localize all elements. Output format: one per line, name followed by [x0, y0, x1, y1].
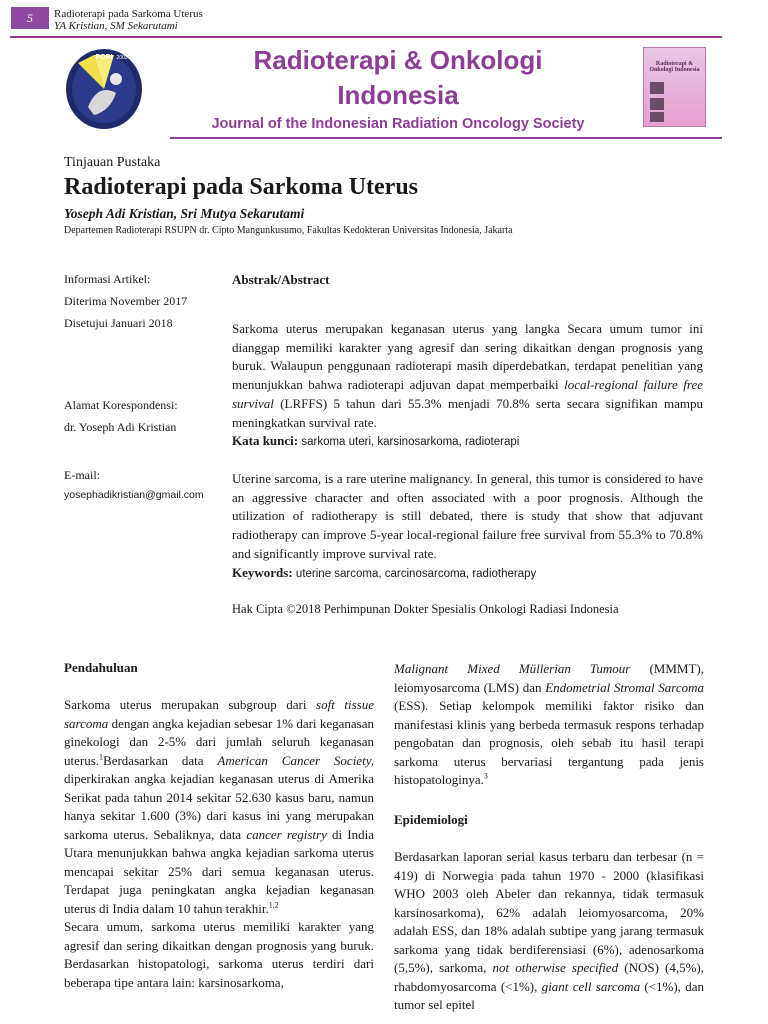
running-authors: YA Kristian, SM Sekarutami [54, 20, 178, 32]
italic-text: not otherwise specified [492, 960, 619, 975]
keywords-label: Keywords: [232, 565, 293, 580]
text: Berdasarkan data [103, 752, 218, 768]
abstract-indonesian [232, 320, 703, 432]
text: (NOS) (4,5%), rhabdomyosarcoma (<1%), [394, 960, 705, 994]
text: (<1%), dan tumor sel epitel [394, 978, 704, 1012]
keywords [232, 565, 536, 581]
kata-kunci-label: Kata kunci: [232, 433, 299, 448]
journal-title-line1: Radioterapi & Onkologi [253, 45, 543, 75]
italic-text: American Cancer Society, [217, 752, 374, 768]
citation: 1,2 [268, 900, 279, 910]
copyright-notice: Hak Cipta ©2018 Perhimpunan Dokter Spesialis Onkologi Radiasi Indonesia [232, 602, 619, 616]
logo-year: 2003 [116, 55, 128, 61]
header-rule [10, 36, 722, 38]
abstract-id-italic: local-regional failure free survival [232, 377, 703, 411]
text: Sarkoma uterus merupakan subgroup dari [64, 697, 317, 712]
body-left-column [64, 696, 374, 992]
italic-text: Endometrial Stromal Sarcoma [545, 679, 705, 695]
body-right-column [394, 660, 704, 790]
article-type: Tinjauan Pustaka [64, 155, 161, 170]
society-logo [64, 45, 144, 135]
italic-text: giant cell sarcoma [541, 978, 641, 994]
text: dengan angka kejadian sebesar 1% dari keganasan ginekologi dan 2-5% dari jumlah seluruh keganasan uterus. [64, 715, 374, 768]
journal-cover-thumbnail [643, 47, 706, 127]
email-label: E-mail: [64, 468, 100, 482]
article-title: Radioterapi pada Sarkoma Uterus [64, 174, 419, 200]
cover-image [650, 82, 664, 94]
section-heading-pendahuluan: Pendahuluan [64, 660, 138, 675]
italic-text: cancer registry [246, 826, 327, 842]
section-heading-epidemiologi: Epidemiologi [394, 812, 468, 827]
italic-text: Malignant Mixed Müllerian Tumour [394, 661, 631, 676]
keywords-value: uterine sarcoma, carcinosarcoma, radiotherapy [295, 568, 537, 580]
paragraph [64, 696, 374, 918]
cover-image [650, 98, 664, 110]
banner-rule [170, 137, 722, 139]
article-info-label: Informasi Artikel: [64, 272, 151, 286]
correspondence-label: Alamat Korespondensi: [64, 398, 178, 412]
abstract-heading: Abstrak/Abstract [232, 272, 330, 287]
text: di India Utara menunjukkan bahwa angka kejadian sarkoma uterus mencapai sekitar 25% dari semua keganasan uterus. Terdapat juga peningkatan angka kejadian keganasan uterus di India dalam 10 tahun terakhir. [64, 826, 375, 916]
text: (MMMT), leiomyosarcoma (LMS) dan [394, 661, 704, 695]
logo-text: PORI [95, 54, 113, 61]
abstract-english: Uterine sarcoma, is a rare uterine malignancy. In general, this tumor is considered to have an aggressive character and often associated with a poor prognosis. Although the utilization of radiotherapy is still debated, there is study that show that adjuvant radiotherapy can improve 5-year local-regional failure free survival from 55.3% to 70.8% and significantly improve survival rate. [232, 471, 703, 561]
paragraph [394, 660, 704, 790]
text: Berdasarkan laporan serial kasus terbaru dan terbesar (n = 419) di Norwegia pada tahun 1970 - 2000 (klasifikasi WHO 2003 oleh Abeler dan rekannya, tidak termasuk karsinosarkoma), 62% adalah leiomyosarcoma, 20% adalah ESS, dan 18% adalah subtipe yang jarang termasuk sarkoma yang tidak berdiferensiasi (6%), adenosarkoma (5,5%), sarkoma, [394, 849, 704, 975]
correspondence-name: dr. Yoseph Adi Kristian [64, 420, 177, 434]
journal-title-line2: Indonesia [337, 80, 459, 110]
accepted-date: Disetujui Januari 2018 [64, 316, 173, 330]
citation: 3 [483, 771, 488, 781]
text: diperkirakan angka kejadian keganasan uterus di Amerika Serikat pada tahun 2014 sekitar 52.630 kasus baru, namun hanya sekitar 1.600 (3%) dari kasus ini yang merupakan sarkoma uterus. Sebaliknya, data [64, 771, 374, 842]
body-right-column-epidemiologi [394, 848, 704, 1015]
running-header [54, 8, 203, 32]
citation: 1 [99, 752, 104, 762]
article-affiliation: Departemen Radioterapi RSUPN dr. Cipto Mangunkusumo, Fakultas Kedokteran Universitas Indonesia, Jakarta [64, 225, 513, 236]
email-link[interactable]: yosephadikristian@gmail.com [64, 489, 204, 501]
cover-image [650, 112, 664, 122]
abstract-id-text: Sarkoma uterus merupakan keganasan uterus yang langka Secara umum tumor ini dianggap memiliki karakter yang agresif dan sering dikaitkan dengan prognosis yang buruk. Walaupun penggunaan radioterapi masih diperdebatkan, terdapat penelitian yang menunjukkan bahwa radioterapi adjuvan dapat memperbaiki [232, 321, 703, 393]
kata-kunci [232, 433, 519, 449]
italic-text: soft tissue sarcoma [64, 697, 374, 731]
kata-kunci-value: sarkoma uteri, karsinosarkoma, radioterapi [301, 436, 520, 448]
paragraph: Secara umum, sarkoma uterus memiliki karakter yang agresif dan sering dikaitkan dengan prognosis yang buruk. Berdasarkan histopatologi, sarkoma uterus terdiri dari beberapa tipe antara lain: karsinosarkoma, [64, 919, 374, 990]
text: (ESS). Setiap kelompok memiliki faktor risiko dan manifestasi klinis yang berbeda termasuk respons terhadap pengobatan dan prognosis, oleh sebab itu hasil terapi sarkoma uterus bervariasi tergantung pada jenis histopatologinya. [394, 698, 704, 787]
paragraph [394, 848, 704, 1015]
journal-subtitle: Journal of the Indonesian Radiation Oncology Society [211, 116, 585, 132]
running-title: Radioterapi pada Sarkoma Uterus [54, 8, 203, 20]
journal-title [220, 43, 576, 113]
cover-title: Radioterapi & Onkologi Indonesia [649, 61, 700, 73]
page-number: 5 [11, 7, 49, 29]
received-date: Diterima November 2017 [64, 294, 188, 308]
abstract-id-text: (LRFFS) 5 tahun dari 55.3% menjadi 70.8% serta secara signifikan mampu meningkatkan survival rate. [232, 395, 703, 430]
article-authors: Yoseph Adi Kristian, Sri Mutya Sekarutami [64, 206, 305, 221]
